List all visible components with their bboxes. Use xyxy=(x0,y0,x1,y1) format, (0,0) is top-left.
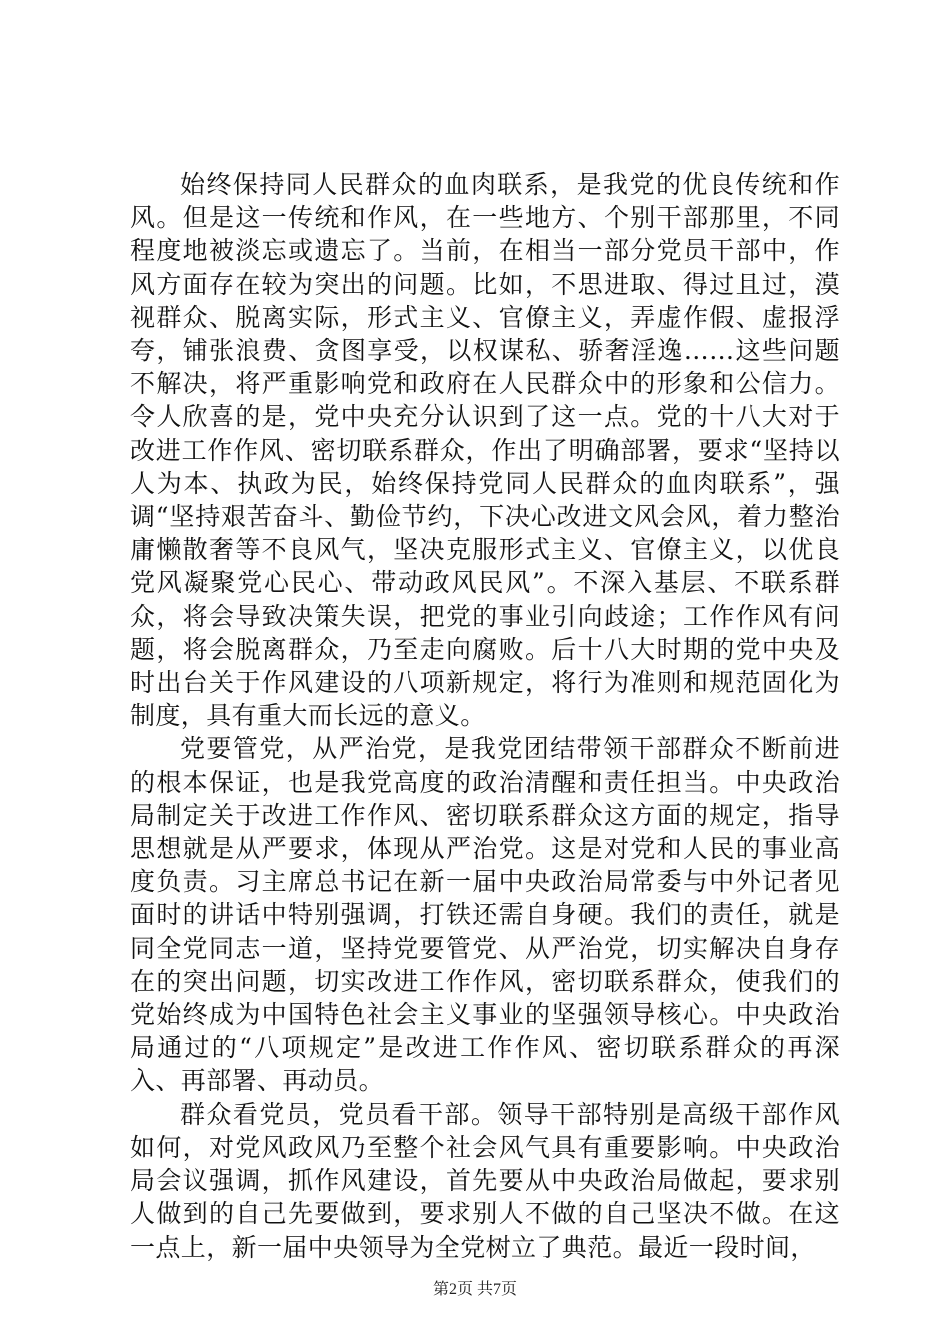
document-body xyxy=(130,168,840,1264)
paragraph-2: 党要管党，从严治党，是我党团结带领干部群众不断前进的根本保证，也是我党高度的政治清醒和责任担当。中央政治局制定关于改进工作作风、密切联系群众这方面的规定，指导思想就是从严要求，体现从严治党。这是对党和人民的事业高度负责。习主席总书记在新一届中央政治局常委与中外记者见面时的讲话中特别强调，打铁还需自身硬。我们的责任，就是同全党同志一道，坚持党要管党、从严治党，切实解决自身存在的突出问题，切实改进工作作风，密切联系群众，使我们的党始终成为中国特色社会主义事业的坚强领导核心。中央政治局通过的“八项规定”是改进工作作风、密切联系群众的再深入、再部署、再动员。 xyxy=(130,734,840,1096)
paragraph-1: 始终保持同人民群众的血肉联系，是我党的优良传统和作风。但是这一传统和作风，在一些地方、个别干部那里，不同程度地被淡忘或遗忘了。当前，在相当一部分党员干部中，作风方面存在较为突出的问题。比如，不思进取、得过且过，漠视群众、脱离实际，形式主义、官僚主义，弄虚作假、虚报浮夸，铺张浪费、贪图享受，以权谋私、骄奢淫逸……这些问题不解决，将严重影响党和政府在人民群众中的形象和公信力。令人欣喜的是，党中央充分认识到了这一点。党的十八大对于改进工作作风、密切联系群众，作出了明确部署，要求“坚持以人为本、执政为民，始终保持党同人民群众的血肉联系”，强调“坚持艰苦奋斗、勤俭节约，下决心改进文风会风，着力整治庸懒散奢等不良风气，坚决克服形式主义、官僚主义，以优良党风凝聚党心民心、带动政风民风”。不深入基层、不联系群众，将会导致决策失误，把党的事业引向歧途；工作作风有问题，将会脱离群众，乃至走向腐败。后十八大时期的党中央及时出台关于作风建设的八项新规定，将行为准则和规范固化为制度，具有重大而长远的意义。 xyxy=(130,170,840,731)
page-number-footer: 第2页 共7页 xyxy=(432,1281,517,1298)
paragraph-3: 群众看党员，党员看干部。领导干部特别是高级干部作风如何，对党风政风乃至整个社会风气具有重要影响。中央政治局会议强调，抓作风建设，首先要从中央政治局做起，要求别人做到的自己先要做到，要求别人不做的自己坚决不做。在这一点上，新一届中央领导为全党树立了典范。最近一段时间， xyxy=(130,1099,840,1262)
